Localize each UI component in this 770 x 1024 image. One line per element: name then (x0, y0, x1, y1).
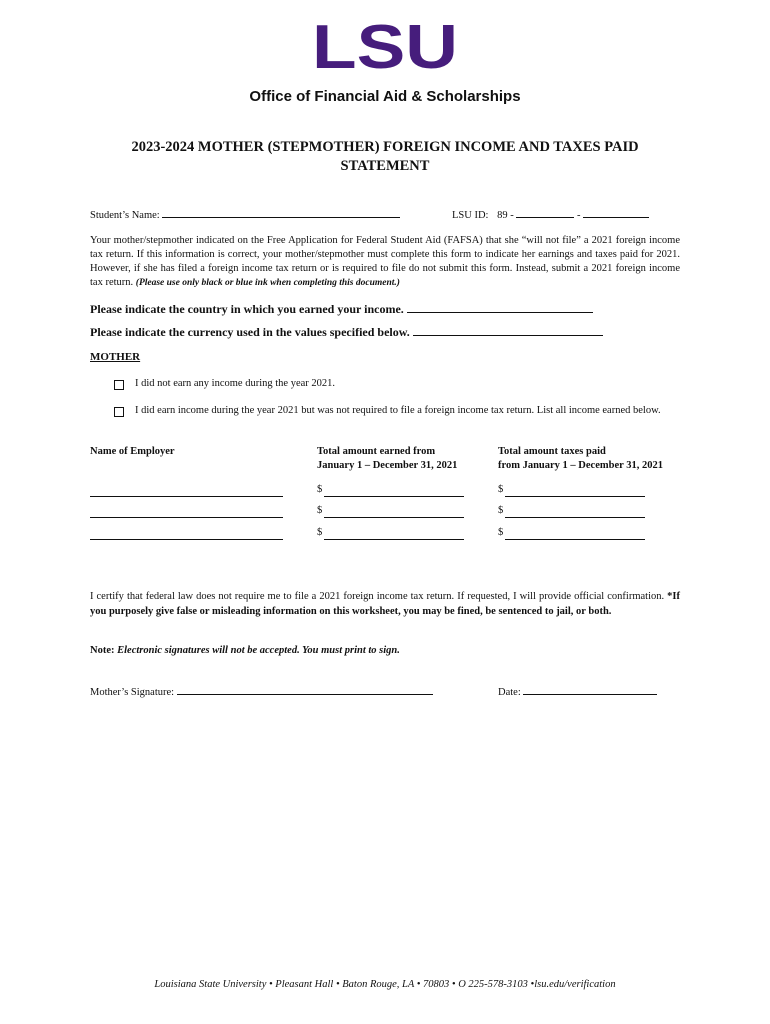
lsu-id-prefix: 89 - (497, 210, 514, 221)
signature-note (90, 645, 400, 656)
lsu-id-field-2[interactable] (583, 207, 649, 218)
intro-text: Your mother/stepmother indicated on the Free Application for Federal Student Aid (FAFSA) that she “will not file” a 2021 foreign income tax return. If this information is correct, your mother/stepmother must complete this form to indicate her earnings and taxes paid for 2021. However, if she has filed a foreign income tax return or is required to file do not submit this form. Instead, submit a 2021 foreign income tax return. (90, 235, 680, 288)
country-question (90, 301, 593, 317)
no-income-checkbox[interactable] (114, 380, 124, 390)
taxes-dollar-2: $ (498, 505, 504, 516)
note-label: Note: (90, 645, 115, 656)
student-name-field[interactable] (162, 207, 400, 218)
certification-warning: *If you purposely give false or misleading information on this worksheet, you may be fined, be sentenced to jail, or both. (90, 591, 680, 617)
signature-label: Mother’s Signature: (90, 687, 175, 698)
employer-column-header: Name of Employer (90, 446, 175, 457)
taxes-field-1[interactable] (505, 496, 645, 497)
currency-question (90, 324, 603, 340)
earned-income-checkbox[interactable] (114, 407, 124, 417)
earned-income-label: I did earn income during the year 2021 but was not required to file a foreign income tax return. List all income earned below. (135, 405, 661, 416)
earned-header-line1: Total amount earned from (317, 446, 436, 457)
employer-field-3[interactable] (90, 539, 283, 540)
certification-text: I certify that federal law does not require me to file a 2021 foreign income tax return. If requested, I will provide official confirmation. (90, 591, 665, 602)
signature-field[interactable] (177, 684, 433, 695)
lsu-id-label: LSU ID: (452, 210, 489, 221)
lsu-id-row (452, 207, 649, 221)
office-name: Office of Financial Aid & Scholarships (249, 88, 521, 105)
earned-dollar-2: $ (317, 505, 323, 516)
country-field[interactable] (407, 301, 593, 313)
date-field[interactable] (523, 684, 657, 695)
employer-field-1[interactable] (90, 496, 283, 497)
mother-heading: MOTHER (90, 351, 141, 363)
ink-note: (Please use only black or blue ink when completing this document.) (135, 278, 400, 288)
earned-field-2[interactable] (324, 517, 464, 518)
note-text: Electronic signatures will not be accepted. You must print to sign. (117, 645, 400, 656)
earned-header-line2: January 1 – December 31, 2021 (317, 460, 458, 471)
date-label: Date: (498, 687, 521, 698)
earned-field-1[interactable] (324, 496, 464, 497)
date-row (498, 684, 657, 698)
earned-dollar-1: $ (317, 484, 323, 495)
earned-field-3[interactable] (324, 539, 464, 540)
taxes-field-2[interactable] (505, 517, 645, 518)
employer-field-2[interactable] (90, 517, 283, 518)
country-label: Please indicate the country in which you earned your income. (90, 302, 404, 316)
footer-address: Louisiana State University • Pleasant Hall • Baton Rouge, LA • 70803 • O 225-578-3103 •lsu.edu/verification (154, 979, 616, 990)
certification-paragraph (90, 590, 680, 619)
student-name-label: Student’s Name: (90, 210, 160, 221)
form-title (90, 138, 680, 176)
lsu-logo (312, 22, 458, 72)
earned-column-header (317, 445, 457, 473)
no-income-label: I did not earn any income during the year 2021. (135, 378, 336, 389)
lsu-id-dash: - (576, 210, 581, 221)
currency-label: Please indicate the currency used in the values specified below. (90, 325, 410, 339)
taxes-dollar-1: $ (498, 484, 504, 495)
currency-field[interactable] (413, 324, 603, 336)
form-title-line2: STATEMENT (340, 158, 430, 174)
svg-text:LSU: LSU (312, 22, 458, 72)
form-title-line1: 2023-2024 MOTHER (STEPMOTHER) FOREIGN INCOME AND TAXES PAID (131, 139, 639, 155)
earned-dollar-3: $ (317, 527, 323, 538)
signature-row (90, 684, 433, 698)
lsu-id-field-1[interactable] (516, 207, 574, 218)
intro-paragraph (90, 234, 680, 290)
taxes-column-header (498, 445, 663, 473)
taxes-dollar-3: $ (498, 527, 504, 538)
taxes-header-line1: Total amount taxes paid (498, 446, 606, 457)
student-name-row (90, 207, 400, 221)
taxes-field-3[interactable] (505, 539, 645, 540)
taxes-header-line2: from January 1 – December 31, 2021 (498, 460, 663, 471)
